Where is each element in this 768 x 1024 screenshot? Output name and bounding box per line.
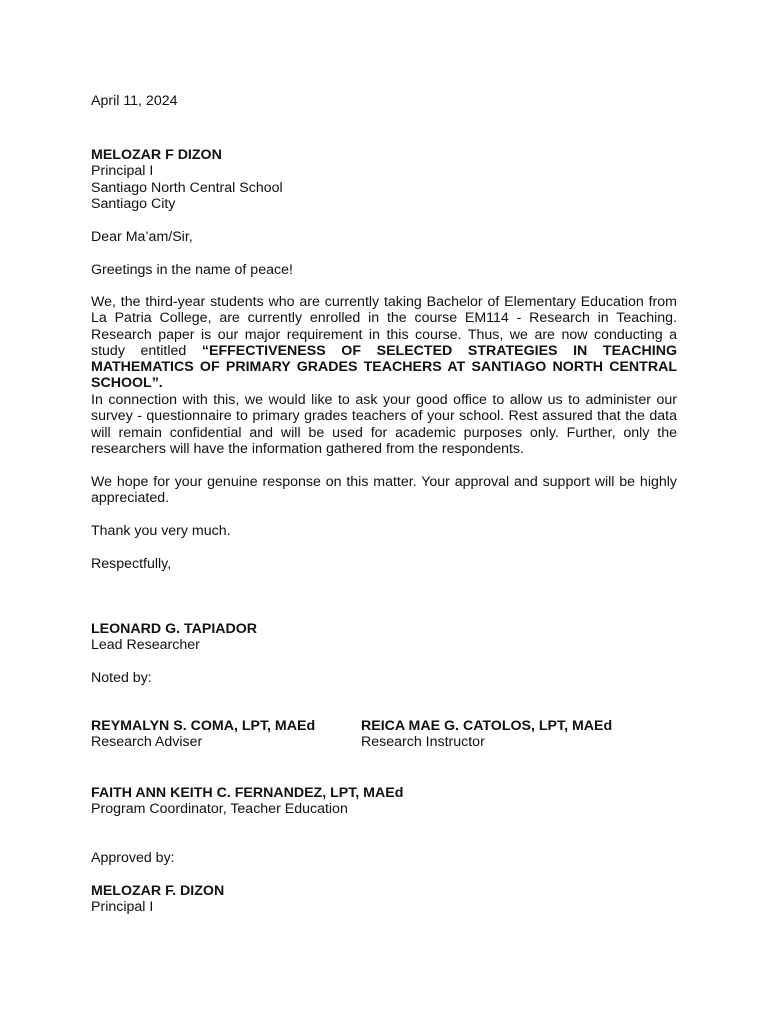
recipient-position: Principal I — [91, 163, 154, 180]
approved-by-label: Approved by: — [91, 850, 175, 866]
instructor-role: Research Instructor — [361, 734, 485, 751]
paragraph-study-request — [91, 294, 677, 392]
paragraph-survey-request: In connection with this, we would like to ask your good office to allow us to administer our survey - questionnaire to primary grades teachers of your school. Rest assured that the data will remain confidential and will be used for academic purposes only. Further, only the researchers will have the information gathered from the respondents. — [91, 392, 677, 457]
coordinator-role: Program Coordinator, Teacher Education — [91, 801, 348, 818]
salutation: Dear Ma’am/Sir, — [91, 229, 193, 245]
instructor-name: REICA MAE G. CATOLOS, LPT, MAEd — [361, 718, 613, 734]
adviser-role: Research Adviser — [91, 734, 203, 751]
recipient-name: MELOZAR F DIZON — [91, 147, 222, 163]
instructor-signature — [361, 718, 612, 751]
approver-role: Principal I — [91, 899, 154, 916]
study-title: “EFFECTIVENESS OF SELECTED STRATEGIES IN TEACHING MATHEMATICS OF PRIMARY GRADES TEACHERS AT SANTIAGO NORTH CENTRAL SCHOOL”. — [91, 342, 677, 392]
approver-signature — [91, 883, 224, 916]
lead-researcher-name: LEONARD G. TAPIADOR — [91, 621, 258, 637]
recipient-school: Santiago North Central School — [91, 179, 283, 196]
letter-date: April 11, 2024 — [91, 93, 178, 109]
thanks-line: Thank you very much. — [91, 523, 231, 539]
closing-line: Respectfully, — [91, 556, 172, 572]
adviser-name: REYMALYN S. COMA, LPT, MAEd — [91, 718, 316, 734]
noted-by-label: Noted by: — [91, 670, 152, 686]
approver-name: MELOZAR F. DIZON — [91, 883, 225, 899]
greeting: Greetings in the name of peace! — [91, 262, 293, 278]
adviser-signature — [91, 718, 315, 751]
lead-researcher-role: Lead Researcher — [91, 637, 200, 654]
paragraph-approval-hope: We hope for your genuine response on this matter. Your approval and support will be highly appreciated. — [91, 474, 677, 507]
lead-researcher-signature — [91, 621, 257, 654]
paragraph-study-text: We, the third-year students who are currently taking Bachelor of Elementary Education from La Patria College, are currently enrolled in the course EM114 - Research in Teaching. Research paper is our major requirement in this course. Thus, we are now conducting a study entitled — [91, 294, 677, 359]
coordinator-name: FAITH ANN KEITH C. FERNANDEZ, LPT, MAEd — [91, 785, 404, 801]
coordinator-signature — [91, 785, 403, 818]
recipient-city: Santiago City — [91, 195, 176, 212]
recipient-block — [91, 147, 283, 212]
